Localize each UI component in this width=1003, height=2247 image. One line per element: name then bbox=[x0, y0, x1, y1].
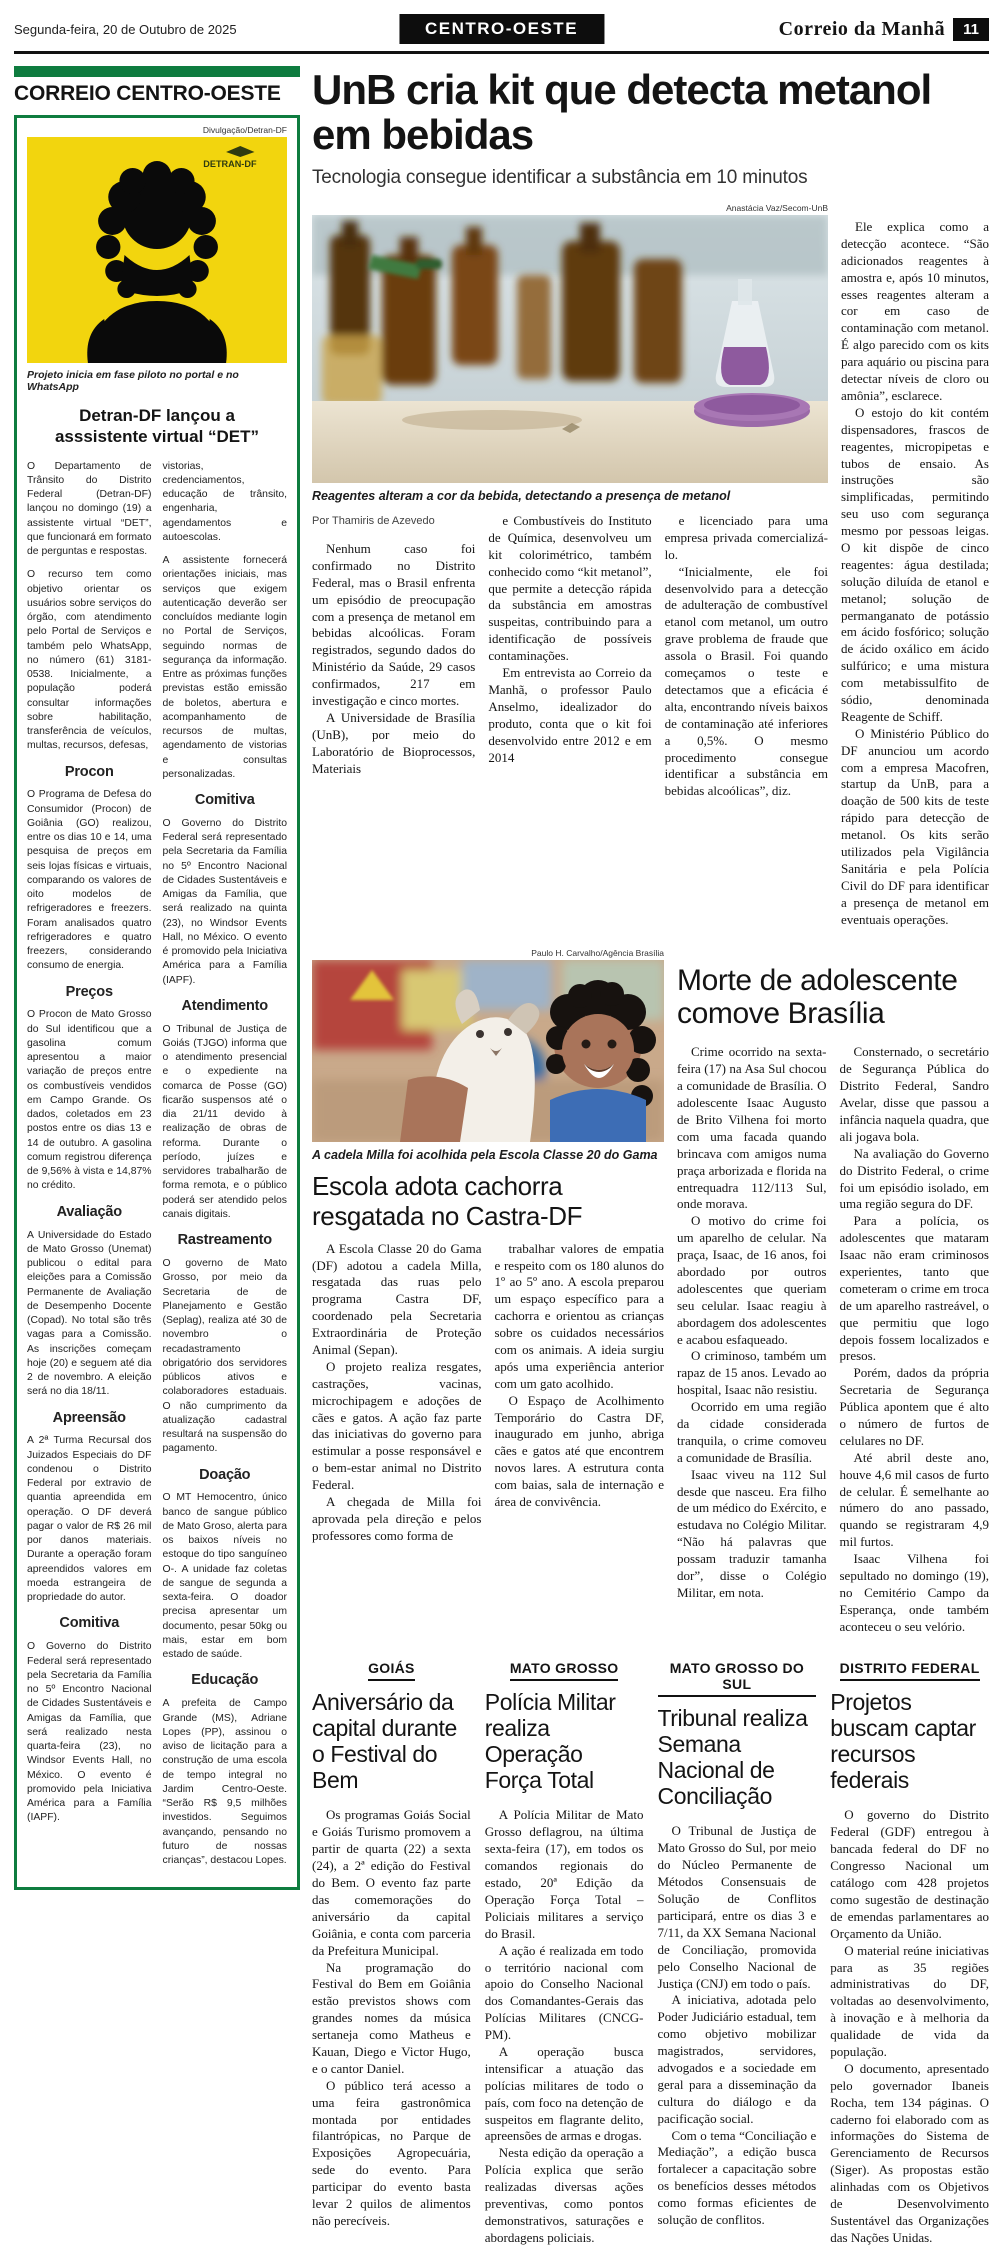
brief-mato-grosso-headline: Polícia Militar realiza Operação Força Total bbox=[484, 1688, 616, 1794]
dog-photo-credit: Paulo H. Carvalho/Agência Brasília bbox=[531, 948, 664, 959]
paragraph: vistorias, credenciamentos, educação de trânsito, engenharia, agendamentos e autoescolas. bbox=[162, 460, 287, 543]
paragraph: “Inicialmente, ele foi desenvolvido para a detecção de adulteração de combustível etanol com metanol, um outro grave problema de fraude que assola o Brasil. Foi quando começamos o teste e detectamos que a eficácia é alta, encontrando níveis baixos de contaminação até inferiores a 0,5%. O mesmo procedimento consegue identificar a substância em bebidas alcoólicas”, diz. bbox=[664, 563, 828, 799]
paragraph: Consternado, o secretário de Segurança Pública do Distrito Federal, Sandro Avelar, disse que passou a infância naquela quadra, que ali jogava bola. bbox=[839, 1044, 989, 1144]
brief-ms-kicker: MATO GROSSO DO SUL bbox=[658, 1660, 817, 1697]
paragraph: Ele explica como a detecção acontece. “São adicionados reagentes à amostra e, após 10 minutos, esses reagentes alteram a cor em caso de contaminação com metanol. É algo parecido com os kits para aquário ou piscina para detectar níveis de cloro ou amônia”, esclarece. bbox=[841, 219, 989, 403]
brief-goias-kicker-wrap bbox=[312, 1660, 471, 1681]
paragraph: Porém, dados da própria Secretaria de Segurança Pública apontem que é alto o número de furtos de celulares no DF. bbox=[839, 1365, 989, 1448]
section-heading: Preços bbox=[65, 983, 113, 1000]
paragraph: Os programas Goiás Social e Goiás Turismo promovem a partir de quarta (22) a sexta (24), a 2ª edição do Festival do Bem. O evento faz parte das comemorações do aniversário da capital Goiânia, e conta com parceria da Prefeitura Municipal. bbox=[312, 1807, 471, 1958]
paragraph: O Procon de Mato Grosso do Sul identificou que a gasolina comum apresentou a maior variação de preços entre os combustíveis vendidos em Campo Grande. Os dados, coletados em 23 postos entre os dias 13 e 14 de outubro. A gasolina comum registrou diferença de 9,56% à vista e 14,87% no crédito. bbox=[27, 1009, 152, 1192]
escola-body bbox=[312, 1241, 664, 1545]
detran-silhouette-image bbox=[27, 137, 287, 363]
section-heading: Comitiva bbox=[59, 1615, 120, 1632]
paragraph: trabalhar valores de empatia e respeito com os 180 alunos do 1º ao 5º ano. A escola preparou um espaço específico para a cachorra e orientou as crianças sobre os cuidados necessários com os animais. A ideia surgiu após uma experiência anterior com um gato acolhido. bbox=[494, 1240, 664, 1391]
brief-ms-headline: Tribunal realiza Semana Nacional de Conciliação bbox=[657, 1704, 808, 1810]
unb-col-3 bbox=[665, 513, 828, 800]
paragraph: O governo de Mato Grosso, por meio da Secretaria de de Planejamento e Gestão (Seplag), realiza até 30 de novembro o recadastramento obrigatório dos servidores públicos ativos e colaboradores estaduais. O não cumprimento da atualização cadastral resultará na suspensão do pagamento. bbox=[162, 1258, 287, 1455]
brief-distrito-federal bbox=[830, 1660, 989, 2247]
paragraph: A operação busca intensificar a atuação das polícias militares de todo o país, com foco na detenção de suspeitos em flagrante delito, apreensões de armas e drogas. bbox=[484, 2043, 644, 2144]
escola-headline: Escola adota cachorra resgatada no Castra-DF bbox=[312, 1171, 583, 1231]
escola-col-2 bbox=[495, 1241, 665, 1545]
paragraph: O Tribunal de Justiça de Mato Grosso do Sul, por meio do Núcleo Permanente de Métodos Consensuais de Solução de Conflitos participará, entre os dias 3 e 7/11, da XX Semana Nacional de Conciliação, promovida pelo Conselho Nacional de Justiça (CNJ) em todo o país. bbox=[657, 1823, 817, 1991]
unb-photo-credit: Anastácia Vaz/Secom-UnB bbox=[726, 203, 828, 214]
left-green-box bbox=[14, 115, 300, 1890]
unb-col-2 bbox=[488, 513, 651, 800]
paragraph: e Combustíveis do Instituto de Química, desenvolveu um kit colorimétrico, também conhecido como “kit metanol”, que permite a detecção rápida da substância em amostras suspeitas, contribuindo para a identificação de possíveis contaminações. bbox=[488, 513, 652, 664]
brief-goias-kicker: GOIÁS bbox=[368, 1660, 415, 1681]
paragraph: O Tribunal de Justiça de Goiás (TJGO) informa que o atendimento presencial e o expediente na comarca de Posse (GO) ficarão suspensos até o dia 21/11 devido à realização de obras de reforma. Durante o período, juízes e servidores trabalharão de forma remota, e o público poderá ser atendido pelos canais digitais. bbox=[162, 1023, 287, 1220]
morte-headline: Morte de adolescente comove Brasília bbox=[677, 964, 958, 1031]
paragraph: O Departamento de Trânsito do Distrito Federal (Detran-DF) lançou no domingo (19) a assistente virtual “DET”, que funcionará em formato de perguntas e respostas. bbox=[27, 460, 152, 557]
escola-article bbox=[312, 948, 664, 1635]
morte-body bbox=[677, 1044, 989, 1635]
brief-ms-body bbox=[658, 1823, 817, 2228]
brief-ms-kicker-wrap bbox=[658, 1660, 817, 1697]
paragraph: Nenhum caso foi confirmado no Distrito Federal, mas o Brasil enfrenta um episódio de preocupação com a presença de metanol em bebidas alcoólicas. Foram registrados, segundo dados do Ministério da Saúde, 29 casos confirmados, 217 em investigação e cinco mortes. bbox=[312, 541, 476, 709]
brief-df-kicker-wrap bbox=[830, 1660, 989, 1681]
left-column bbox=[14, 66, 300, 2247]
morte-col-2 bbox=[840, 1044, 990, 1635]
paragraph: A 2ª Turma Recursal dos Juizados Especiais do DF condenou o Distrito Federal por extravio de quantia apreendida em operação. O DF deverá pagar o valor de R$ 26 mil por danos materiais. Durante a operação foram apreendidos valores em moeda estrangeira de propriedade do autor. bbox=[27, 1435, 152, 1604]
left-text-column-2 bbox=[163, 460, 288, 1878]
paragraph: A Escola Classe 20 do Gama (DF) adotou a cadela Milla, resgatada das ruas pelo programa Castra DF, coordenado pela Secretaria Extraordinária de Proteção Animal (Sepan). bbox=[312, 1240, 482, 1357]
paragraph: A ação é realizada em todo o território nacional com apoio do Conselho Nacional dos Comandantes-Gerais das Polícias Militares (CNCG-PM). bbox=[484, 1942, 644, 2043]
section-banner: CENTRO-OESTE bbox=[399, 14, 604, 44]
brief-mato-grosso-kicker-wrap bbox=[485, 1660, 644, 1681]
paragraph: A iniciativa, adotada pelo Poder Judiciário estadual, tem como objetivo mobilizar magistrados, servidores, advogados e a sociedade em geral para a disseminação da cultura do diálogo e da pacificação social. bbox=[657, 1992, 817, 2126]
masthead-date: Segunda-feira, 20 de Outubro de 2025 bbox=[14, 21, 237, 37]
paragraph: O Governo do Distrito Federal será representado pela Secretaria da Família no 5º Encontro Nacional de Cidades Sustentáveis e Amigas da Família, que será realizado na quinta (23), no Windsor Events Hall, no México. O evento é promovido pela Iniciativa América para a Família (IAPF). bbox=[162, 817, 287, 986]
paragraph: O governo do Distrito Federal (GDF) entregou à bancada federal do DF no Congresso Nacional um catálogo com 428 projetos como sugestão de destinação de emendas parlamentares ao Orçamento da União. bbox=[830, 1807, 989, 1941]
paragraph: Na avaliação do Governo do Distrito Federal, o crime foi um episódio isolado, em uma região segura do DF. bbox=[839, 1145, 989, 1212]
paragraph: Isaac viveu na 112 Sul desde que nasceu. Era filho de um médico do Exército, e estudava no Colégio Militar. “Não há palavras que possam traduzir tamanha dor”, disse o Colégio Militar, em nota. bbox=[677, 1466, 827, 1600]
mid-section bbox=[312, 948, 989, 1635]
page-content bbox=[14, 66, 989, 2247]
masthead-rule bbox=[14, 51, 989, 54]
brief-df-body bbox=[830, 1807, 989, 2246]
paragraph: O documento, apresentado pelo governador Ibaneis Rocha, tem 134 páginas. O caderno foi elaborado com as informações do Sistema de Gerenciamento de Recursos (Siger). As propostas estão alinhadas com os Objetivos de Desenvolvimento Sustentável das Organizações das Nações Unidas. bbox=[830, 2060, 989, 2245]
unb-col-1-text bbox=[312, 541, 475, 777]
paragraph: Nesta edição da operação a Polícia explica que serão realizadas diversas ações preventivas, como pontos demonstrativos, saturações e abordagens policiais. bbox=[484, 2145, 644, 2245]
escola-col-1 bbox=[312, 1241, 482, 1545]
brief-mato-grosso-do-sul bbox=[658, 1660, 817, 2247]
paragraph: A prefeita de Campo Grande (MS), Adriane Lopes (PP), assinou o aviso de licitação para a construção de uma escola de tempo integral no Jardim Centro-Oeste. “Serão R$ 9,5 milhões investidos. Seguimos avançando, pensando no futuro de nossas crianças”, destacou Lopes. bbox=[162, 1698, 287, 1867]
paragraph: O Governo do Distrito Federal será representado pela Secretaria da Família no 5º Encontro Nacional de Cidades Sustentáveis e Amigas da Família, que será realizado nesta quarta-feira (23), no Windsor Events Hall, no México. O evento é promovido pela Iniciativa América para a Família (IAPF). bbox=[27, 1641, 152, 1824]
brief-goias-headline: Aniversário da capital durante o Festival do Bem bbox=[312, 1688, 457, 1794]
paragraph: O estojo do kit contém dispensadores, frascos de reagentes, micropipetas e tubos de ensaio. As instruções são simplificadas, permitindo seu uso com segurança mesmo por pessoas leigas. O kit dispõe de cinco reagentes: água destilada; solução diluída de etanol e metanol; solução de permanganato de potássio em ácido fosfórico; solução de ácido oxálico em ácido sulfúrico; e uma mistura com metabissulfito de sódio, denominada Reagente de Schiff. bbox=[841, 404, 989, 724]
detran-photo-credit: Divulgação/Detran-DF bbox=[202, 125, 287, 135]
unb-body-columns bbox=[312, 513, 828, 800]
morte-article bbox=[677, 948, 989, 1635]
unb-photo-caption: Reagentes alteram a cor da bebida, detectando a presença de metanol bbox=[312, 489, 731, 504]
left-brand-title: CORREIO CENTRO-OESTE bbox=[14, 82, 281, 105]
paragraph: A chegada de Milla foi aprovada pela direção e pelos professores como forma de bbox=[312, 1494, 482, 1543]
paragraph: O Programa de Defesa do Consumidor (Procon) de Goiânia (GO) realizou, entre os dias 10 e 14, uma pesquisa de preços em seis lojas físicas e virtuais, comparando os valores de oito modelos de refrigeradores e freezers. Foram analisados quatro refrigeradores e quatro freezers, considerando consumo de energia. bbox=[27, 789, 152, 972]
section-heading: Procon bbox=[64, 763, 114, 780]
page-number-badge: 11 bbox=[953, 18, 989, 41]
paragraph: O recurso tem como objetivo orientar os usuários sobre serviços do órgão, com atendimento pelo Portal de Serviços e também pelo WhatsApp, no número (61) 3181-0538. Inicialmente, a população poderá consultar informações sobre habilitação, transferência de veículos, multas, recursos, defesas, bbox=[27, 569, 152, 752]
paragraph: A Universidade do Estado de Mato Grosso (Unemat) publicou o edital para eleições para a Comissão Permanente de Avaliação de Desempenho Docente (Copad). No total são três vagas para a Comissão. As inscrições começam hoje (20) e seguem até dia 2 de novembro. A eleição será no dia 18/11. bbox=[27, 1229, 152, 1398]
unb-col-4 bbox=[841, 203, 989, 928]
paragraph: O material reúne iniciativas para as 35 regiões administrativas do DF, voltadas ao desenvolvimento, à inovação e à melhoria da qualidade de vida da população. bbox=[830, 1942, 989, 2059]
paragraph: A Polícia Militar de Mato Grosso deflagrou, na última sexta-feira (17), em todos os comandos regionais do estado, 20ª Edição da Operação Força Total – Policiais militares a serviço do Brasil. bbox=[484, 1807, 644, 1941]
detran-article-title: Detran-DF lançou a asssistente virtual “DET” bbox=[54, 406, 260, 447]
dog-photo bbox=[312, 960, 664, 1142]
paragraph: O MT Hemocentro, único banco de sangue público de Mato Groso, alerta para os baixos níveis no estoque do tipo sanguíneo O-. A unidade faz coletas de sangue de segunda a sexta-feira. O doador precisa apresentar um documento, pesar 50kg ou mais, estar em bom estado de saúde. bbox=[162, 1492, 287, 1661]
paragraph: O criminoso, também um rapaz de 15 anos. Levado ao hospital, Isaac não resistiu. bbox=[677, 1348, 827, 1398]
lab-photo bbox=[312, 215, 828, 483]
masthead bbox=[14, 10, 989, 48]
section-heading: Educação bbox=[191, 1672, 259, 1689]
paragraph: Ocorrido em uma região da cidade considerada tranquila, o crime comoveu a comunidade de Brasília. bbox=[677, 1399, 827, 1465]
paragraph: O público terá acesso a uma feira gastronômica montada por entidades filantrópicas, no Parque de Exposições Agropecuária, sede do evento. Para participar do evento basta levar 2 quilos de alimentos não perecíveis. bbox=[312, 2077, 471, 2228]
brief-mato-grosso-kicker: MATO GROSSO bbox=[510, 1660, 619, 1681]
brief-goias bbox=[312, 1660, 471, 2247]
paragraph: Até abril deste ano, houve 4,6 mil casos de furto de celular. É semelhante ao número do ano passado, quando se registraram 4,9 mil furtos. bbox=[839, 1449, 989, 1550]
brief-mato-grosso bbox=[485, 1660, 644, 2247]
paragraph: Crime ocorrido na sexta-feira (17) na Asa Sul chocou a comunidade de Brasília. O adolescente Isaac Augusto de Brito Vilhena foi morto com uma facada quando brincava com amigos numa praça arborizada e florida na entrequadra 112/113 Sul, onde morava. bbox=[677, 1044, 827, 1212]
section-heading: Doação bbox=[199, 1466, 251, 1483]
paragraph: A Universidade de Brasília (UnB), por meio do Laboratório de Bioprocessos, Materiais bbox=[312, 709, 476, 776]
paragraph: O Ministério Público do DF anunciou um acordo com a empresa Macofren, startup da UnB, para a doação de 500 kits de teste rápido para detecção de metanol. Os kits serão utilizados pela Vigilância Sanitária e pela Polícia Civil do DF para identificar a presença de metanol em eventuais operações. bbox=[841, 725, 989, 927]
unb-subheadline: Tecnologia consegue identificar a substância em 10 minutos bbox=[312, 167, 808, 189]
bottom-section bbox=[312, 1660, 989, 2247]
left-brand-bar bbox=[14, 66, 300, 77]
paragraph: Isaac Vilhena foi sepultado no domingo (19), no Cemitério Campo da Esperança, onde também aconteceu o seu velório. bbox=[839, 1551, 989, 1634]
section-heading: Rastreamento bbox=[177, 1232, 272, 1249]
brief-df-headline: Projetos buscam captar recursos federais bbox=[830, 1688, 976, 1794]
morte-col-1 bbox=[677, 1044, 827, 1635]
left-text-column-1 bbox=[27, 460, 152, 1878]
dog-photo-caption: A cadela Milla foi acolhida pela Escola Classe 20 do Gama bbox=[312, 1148, 658, 1163]
unb-article bbox=[312, 203, 989, 928]
paragraph: Na programação do Festival do Bem em Goiânia estão previstos shows com grandes nomes da música sertaneja como Matheus e Kauan, Diego e Victor Hugo, e o cantor Daniel. bbox=[312, 1959, 471, 2076]
detran-article-body bbox=[27, 460, 287, 1878]
masthead-right bbox=[779, 18, 989, 41]
paragraph: O Espaço de Acolhimento Temporário do Castra DF, inaugurado em junho, abriga cães e gatos até que encontrem novos lares. A estrutura conta com baias, sala de internação e área de convivência. bbox=[494, 1392, 664, 1510]
brief-goias-body bbox=[312, 1807, 471, 2229]
paragraph: Em entrevista ao Correio da Manhã, o professor Paulo Anselmo, idealizador do produto, conta que o kit foi desenvolvido entre 2012 e em 2014 bbox=[488, 665, 652, 765]
brief-mato-grosso-body bbox=[485, 1807, 644, 2246]
main-column bbox=[312, 66, 989, 2247]
detran-logo-text: DETRAN-DF bbox=[203, 159, 257, 169]
paragraph: O projeto realiza resgates, castrações, vacinas, microchipagem e adoções de cães e gatos. A ação faz parte das iniciativas do governo para estimular a posse responsável e o bem-estar animal no Distrito Federal. bbox=[312, 1358, 482, 1493]
section-heading: Apreensão bbox=[52, 1409, 126, 1426]
paragraph: Com o tema “Conciliação e Mediação”, a edição busca fortalecer a capacitação sobre os benefícios desses métodos como formas eficientes de solução de conflitos. bbox=[657, 2127, 817, 2227]
section-heading: Atendimento bbox=[181, 997, 268, 1014]
paragraph: e licenciado para uma empresa privada comercializá-lo. bbox=[664, 513, 828, 562]
paragraph: Para a polícia, os adolescentes que mataram Isaac não eram criminosos experientes, tanto que cometeram o crime em troca de um aparelho rastreável, o que permitiu que logo depois fossem localizados e presos. bbox=[839, 1213, 989, 1364]
detran-photo-caption: Projeto inicia em fase piloto no portal e no WhatsApp bbox=[27, 369, 239, 393]
brief-df-kicker: DISTRITO FEDERAL bbox=[840, 1660, 980, 1681]
unb-article-left bbox=[312, 203, 828, 928]
unb-col-1 bbox=[312, 513, 475, 800]
section-heading: Comitiva bbox=[194, 792, 255, 808]
section-heading: Avaliação bbox=[56, 1203, 122, 1220]
unb-byline: Por Thamiris de Azevedo bbox=[312, 515, 435, 528]
paragraph: O motivo do crime foi um aparelho de celular. Na praça, Isaac, de 16 anos, foi abordado por outros adolescentes que queriam seu celular. Isaac reagiu à abordagem dos adolescentes e acabou esfaqueado. bbox=[677, 1213, 827, 1347]
paragraph: A assistente fornecerá orientações iniciais, mas serviços que exigem autenticação deverão ser concluídos mediante login no Portal de Serviços, seguindo normas de segurança da informação. Entre as próximas funções previstas estão emissão de boletos, abertura e acompanhamento de recursos de multas, agendamento de vistorias e consultas personalizadas. bbox=[162, 555, 287, 780]
paper-brand: Correio da Manhã bbox=[778, 17, 946, 40]
unb-headline: UnB cria kit que detecta metanol em bebidas bbox=[312, 66, 932, 158]
